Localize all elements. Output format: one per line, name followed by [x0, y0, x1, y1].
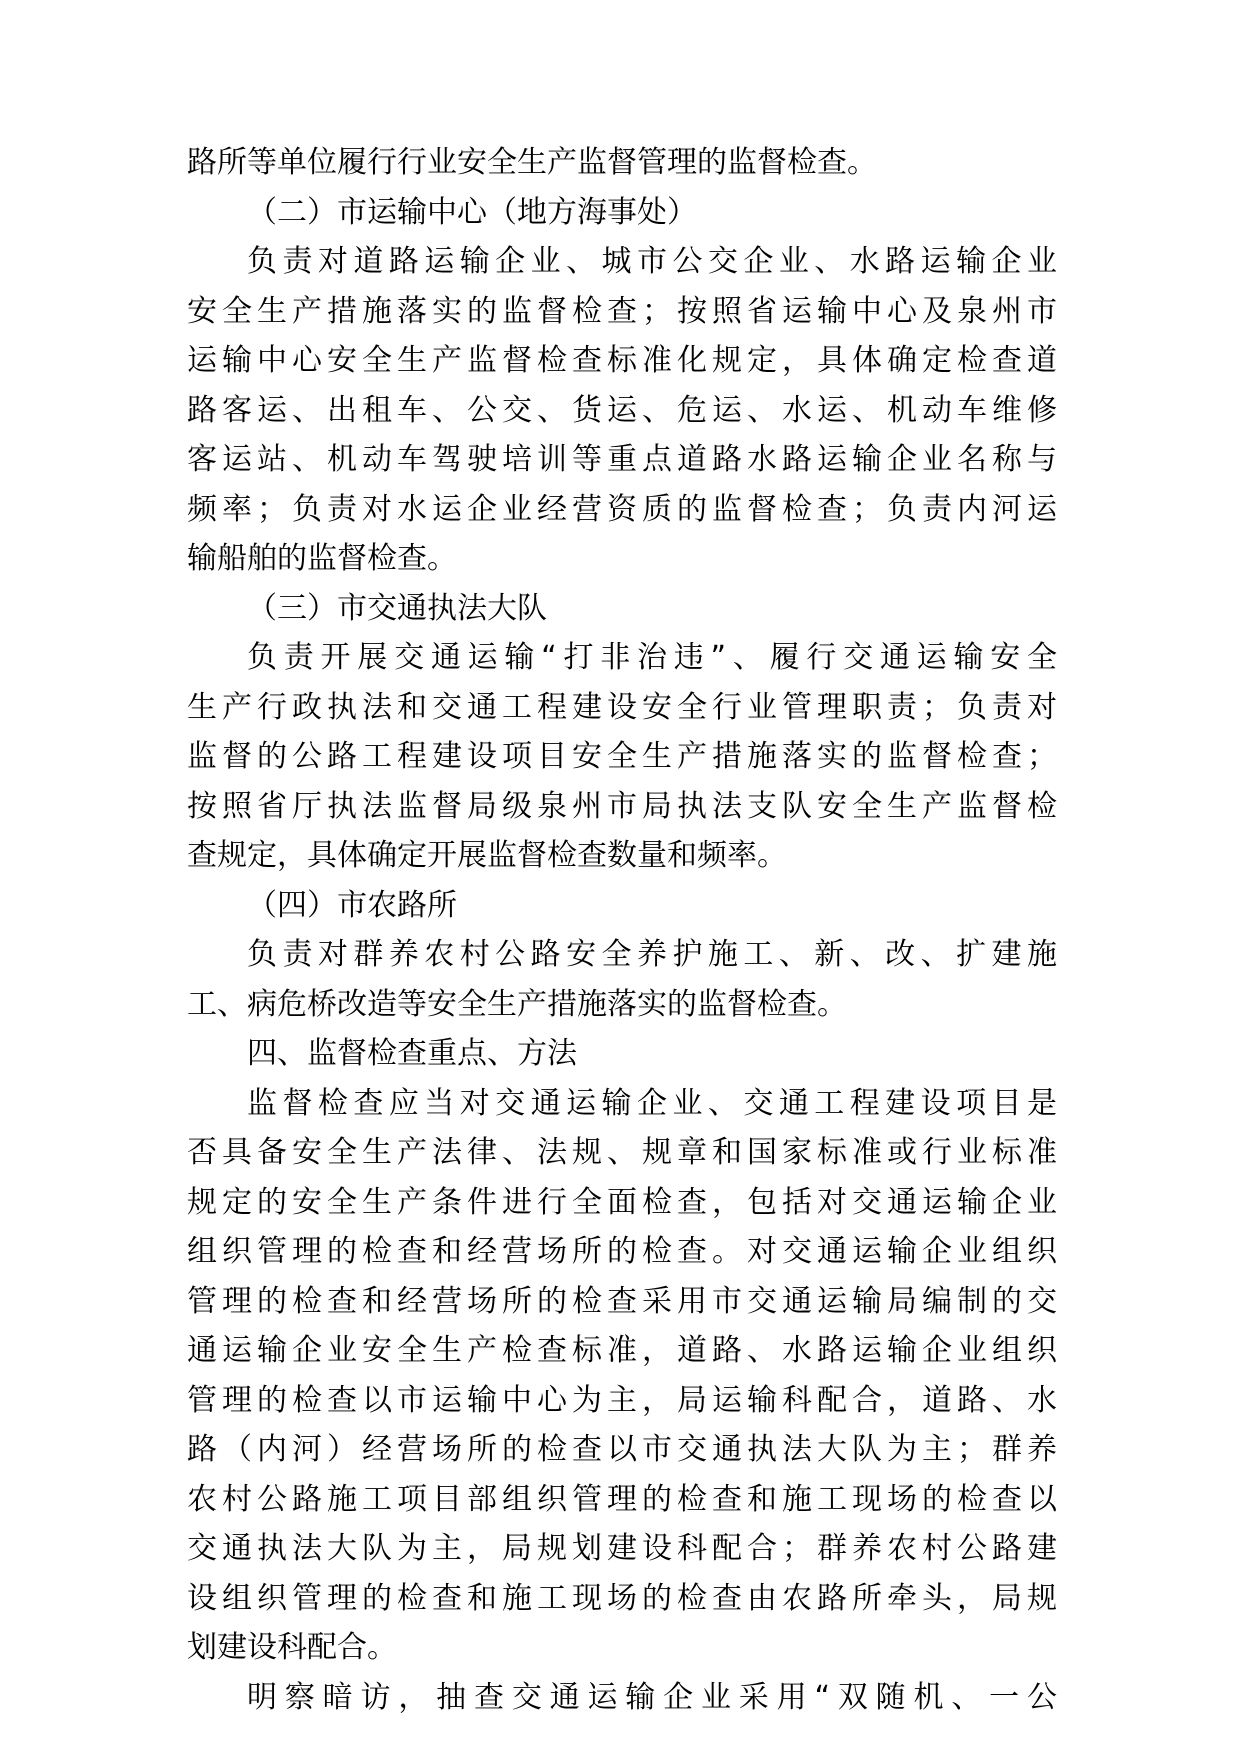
text-line: 交通执法大队为主，局规划建设科配合；群养农村公路建	[187, 1531, 1057, 1566]
text-line: 监督的公路工程建设项目安全生产措施落实的监督检查；	[187, 739, 1057, 774]
text-line: 运输中心安全生产监督检查标准化规定，具体确定检查道	[187, 343, 1057, 378]
text-line: 规定的安全生产条件进行全面检查，包括对交通运输企业	[187, 1184, 1057, 1220]
text-line: 生产行政执法和交通工程建设安全行业管理职责；负责对	[187, 689, 1057, 725]
text-line: 组织管理的检查和经营场所的检查。对交通运输企业组织	[187, 1234, 1057, 1269]
text-line: 按照省厅执法监督局级泉州市局执法支队安全生产监督检	[187, 788, 1057, 824]
text-line: 路所等单位履行行业安全生产监督管理的监督检查。	[187, 145, 877, 180]
document-page	[187, 138, 1057, 1722]
text-line: 否具备安全生产法律、法规、规章和国家标准或行业标准	[187, 1135, 1057, 1170]
paragraph-first-line: 负责对道路运输企业、城市公交企业、水路运输企业	[247, 244, 1057, 279]
section-heading: （四）市农路所	[247, 887, 457, 923]
text-line: 输船舶的监督检查。	[187, 541, 457, 576]
paragraph-first-line: 负责对群养农村公路安全养护施工、新、改、扩建施	[247, 937, 1057, 972]
text-line: 通运输企业安全生产检查标准，道路、水路运输企业组织	[187, 1333, 1057, 1368]
section-heading: （三）市交通执法大队	[247, 590, 547, 626]
text-line: 安全生产措施落实的监督检查；按照省运输中心及泉州市	[187, 293, 1057, 329]
text-line: 频率；负责对水运企业经营资质的监督检查；负责内河运	[187, 491, 1057, 527]
text-line: 路（内河）经营场所的检查以市交通执法大队为主；群养	[187, 1432, 1057, 1467]
section-heading: 四、监督检查重点、方法	[247, 1036, 577, 1071]
paragraph-first-line: 监督检查应当对交通运输企业、交通工程建设项目是	[247, 1085, 1057, 1121]
paragraph-first-line: 明察暗访，抽查交通运输企业采用“双随机、一公	[247, 1679, 1057, 1715]
section-heading: （二）市运输中心（地方海事处）	[247, 194, 697, 230]
text-line: 管理的检查和经营场所的检查采用市交通运输局编制的交	[187, 1283, 1057, 1319]
text-line: 农村公路施工项目部组织管理的检查和施工现场的检查以	[187, 1481, 1057, 1517]
text-line: 查规定，具体确定开展监督检查数量和频率。	[187, 838, 787, 873]
paragraph-first-line: 负责开展交通运输“打非治违”、履行交通运输安全	[247, 640, 1057, 675]
text-line: 客运站、机动车驾驶培训等重点道路水路运输企业名称与	[187, 442, 1057, 477]
text-line: 管理的检查以市运输中心为主，局运输科配合，道路、水	[187, 1382, 1057, 1418]
text-line: 路客运、出租车、公交、货运、危运、水运、机动车维修	[187, 392, 1057, 428]
text-line: 设组织管理的检查和施工现场的检查由农路所牵头，局规	[187, 1580, 1057, 1616]
text-line: 工、病危桥改造等安全生产措施落实的监督检查。	[187, 986, 847, 1022]
text-line: 划建设科配合。	[187, 1630, 397, 1665]
